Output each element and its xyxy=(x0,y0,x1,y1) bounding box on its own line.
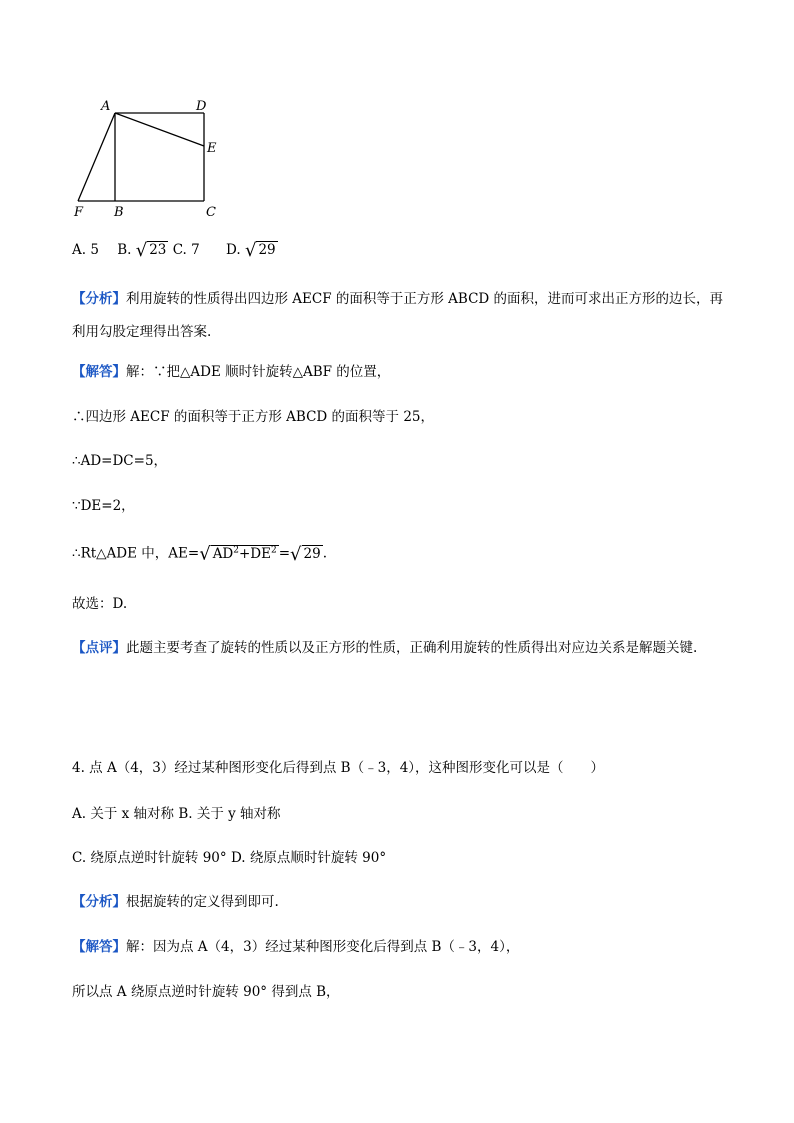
solution-tag: 【解答】 xyxy=(72,364,126,380)
label-d: D xyxy=(196,99,207,114)
segment-af xyxy=(78,113,115,201)
q3-solution-line3: ∴AD=DC=5， xyxy=(72,453,168,469)
q3-comment xyxy=(72,632,734,665)
geometry-figure xyxy=(68,96,228,226)
q3-solution-line6: 故选：D. xyxy=(72,596,128,612)
solution-text-5: ∴Rt△ADE 中，AE= xyxy=(72,545,200,562)
q3-option-d-prefix: D. xyxy=(226,242,241,258)
square-rotation-diagram xyxy=(68,96,228,226)
q3-solution-line4: ∵DE=2， xyxy=(72,498,135,514)
q3-option-c: C. 7 xyxy=(172,242,200,258)
analysis-tag: 【分析】 xyxy=(72,291,126,307)
q4-solution-tag: 【解答】 xyxy=(72,939,126,955)
q4-analysis xyxy=(72,892,734,912)
q4-stem: 4. 点 A（4，3）经过某种图形变化后得到点 B（﹣3，4），这种图形变化可以是（ ） xyxy=(72,760,605,776)
q3-solution-line1 xyxy=(72,362,734,382)
analysis-text: 利用旋转的性质得出四边形 AECF 的面积等于正方形 ABCD 的面积，进而可求出正方形的边长，再利用勾股定理得出答案. xyxy=(72,291,724,340)
ae-result-sqrt: √ 29 xyxy=(290,543,321,565)
formula-de: +DE xyxy=(239,545,271,562)
label-a: A xyxy=(101,99,111,114)
q4-solution-line2: 所以点 A 绕原点逆时针旋转 90° 得到点 B， xyxy=(72,984,340,1000)
q3-option-d-radicand: 29 xyxy=(258,242,276,258)
formula-exp-2: 2 xyxy=(271,545,277,555)
formula-ad: AD xyxy=(212,545,234,562)
q4-options-line1: A. 关于 x 轴对称 B. 关于 y 轴对称 xyxy=(72,806,281,822)
q3-option-b-sqrt: √ 23 xyxy=(135,240,167,261)
formula-end: . xyxy=(322,545,328,562)
formula-exp-1: 2 xyxy=(233,545,239,555)
q4-options-line2: C. 绕原点逆时针旋转 90° D. 绕原点顺时针旋转 90° xyxy=(72,850,387,866)
label-c: C xyxy=(206,205,216,220)
q4-analysis-tag: 【分析】 xyxy=(72,894,126,910)
formula-result: 29 xyxy=(303,545,321,562)
q3-option-b-radicand: 23 xyxy=(149,242,167,258)
formula-equals: = xyxy=(278,545,291,562)
q3-solution-line5 xyxy=(72,540,734,565)
q4-solution-line1 xyxy=(72,937,734,957)
q3-options xyxy=(72,240,734,261)
label-e: E xyxy=(207,141,217,156)
q3-solution-line2: ∴四边形 AECF 的面积等于正方形 ABCD 的面积等于 25， xyxy=(72,409,435,425)
comment-tag: 【点评】 xyxy=(72,640,126,656)
solution-text-1: 解：∵把△ADE 顺时针旋转△ABF 的位置， xyxy=(126,364,391,380)
comment-text: 此题主要考查了旋转的性质以及正方形的性质，正确利用旋转的性质得出对应边关系是解题关键. xyxy=(126,640,698,656)
q3-analysis xyxy=(72,283,734,349)
q4-analysis-text: 根据旋转的定义得到即可. xyxy=(126,894,279,910)
q3-option-b-prefix: B. xyxy=(117,242,132,258)
segment-ae xyxy=(115,113,204,146)
label-f: F xyxy=(74,205,84,220)
label-b: B xyxy=(114,205,124,220)
q4-solution-text-1: 解：因为点 A（4，3）经过某种图形变化后得到点 B（﹣3，4）， xyxy=(126,939,520,955)
q3-option-a: A. 5 xyxy=(72,242,99,258)
q3-option-d-sqrt: √ 29 xyxy=(244,240,276,261)
ae-formula-sqrt: √ $AD^2+DE^2$ xyxy=(199,543,277,565)
